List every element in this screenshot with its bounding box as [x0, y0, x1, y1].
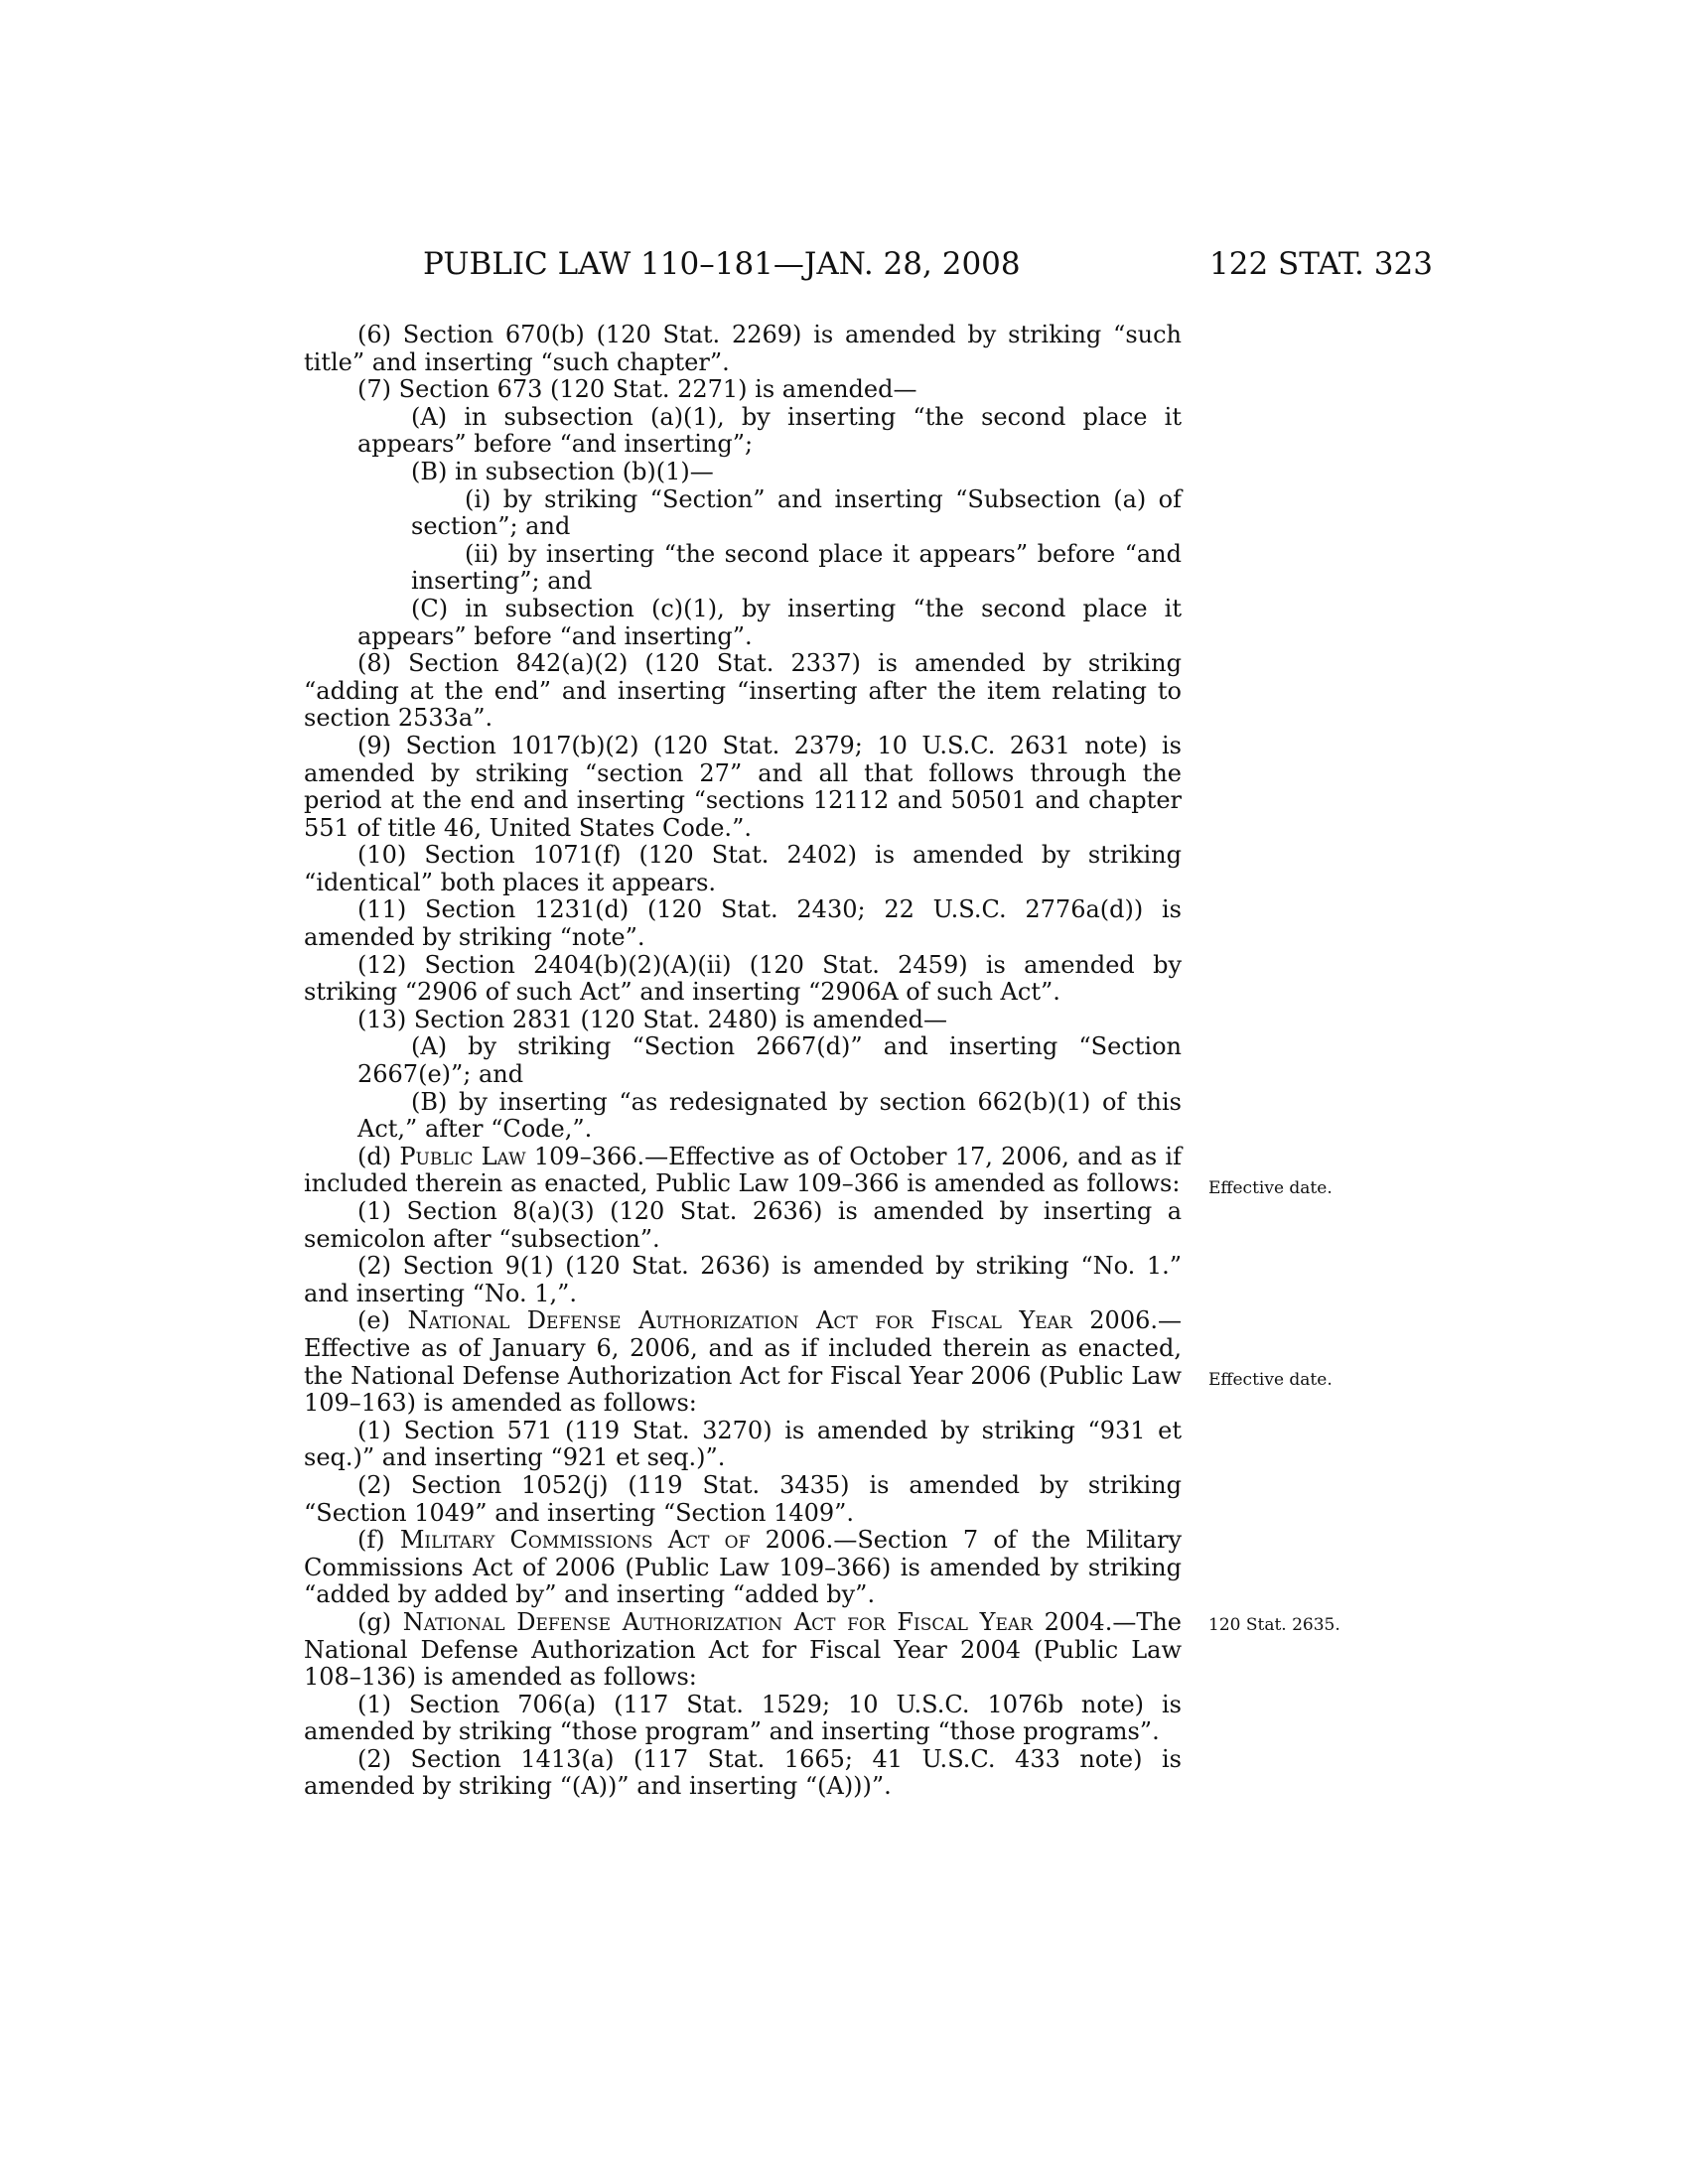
subsection-e-1: (1) Section 571 (119 Stat. 3270) is amended by striking “931 et seq.)” and inserting “921 et seq.)”. [304, 1416, 1182, 1472]
paragraph-10: (10) Section 1071(f) (120 Stat. 2402) is amended by striking “identical” both places it appears. [304, 841, 1182, 896]
em-dash: — [1158, 1306, 1182, 1335]
em-dash: — [644, 1142, 669, 1170]
subsection-g-heading: National Defense Authorization Act for Fiscal Year 2004. [402, 1607, 1113, 1636]
subsection-g-text: The National Defense Authorization Act for Fiscal Year 2004 (Public Law 108–136) is amended as follows: [304, 1607, 1182, 1692]
margin-note-effective-date: Effective date. [1208, 1370, 1333, 1390]
subsection-d-text: Effective as of October 17, 2006, and as if included therein as enacted, Public Law 109–366 is amended as follows: [304, 1142, 1182, 1198]
subsection-d-1: (1) Section 8(a)(3) (120 Stat. 2636) is amended by inserting a semicolon after “subsection”. [304, 1197, 1182, 1253]
paragraph-7-B-i: (i) by striking “Section” and inserting “Subsection (a) of section”; and [411, 484, 1182, 541]
subsection-e-text: Effective as of January 6, 2006, and as if included therein as enacted, the National Defense Authorization Act for Fiscal Year 2006 (Public Law 109–163) is amended as follows: [304, 1333, 1182, 1418]
paragraph-11: (11) Section 1231(d) (120 Stat. 2430; 22 U.S.C. 2776a(d)) is amended by striking “note”. [304, 895, 1182, 952]
paragraph-7: (7) Section 673 (120 Stat. 2271) is amended— [357, 375, 917, 404]
subsection-d-heading: Public Law 109–366. [399, 1142, 645, 1170]
subsection-e-label: (e) [357, 1306, 390, 1335]
subsection-f-label: (f) [357, 1526, 385, 1555]
paragraph-7-A: (A) in subsection (a)(1), by inserting “the second place it appears” before “and inserting”; [357, 402, 1182, 459]
subsection-d [304, 1144, 1182, 1198]
paragraph-9: (9) Section 1017(b)(2) (120 Stat. 2379; 10 U.S.C. 2631 note) is amended by striking “section 27” and all that follows through the period at the end and inserting “sections 12112 and 50501 and chapter 551 of title 46, United States Code.”. [304, 731, 1182, 842]
subsection-g-label: (g) [357, 1607, 392, 1636]
paragraph-7-B: (B) in subsection (b)(1)— [411, 457, 714, 485]
subsection-e-heading: National Defense Authorization Act for Fiscal Year 2006. [407, 1306, 1158, 1335]
subsection-g-1: (1) Section 706(a) (117 Stat. 1529; 10 U.S.C. 1076b note) is amended by striking “those program” and inserting “those programs”. [304, 1690, 1182, 1746]
em-dash: — [833, 1526, 858, 1555]
margin-note-effective-date: Effective date. [1208, 1178, 1333, 1198]
document-body [304, 322, 1182, 1801]
subsection-f [304, 1527, 1182, 1609]
paragraph-13: (13) Section 2831 (120 Stat. 2480) is amended— [357, 1005, 947, 1033]
subsection-g [304, 1609, 1182, 1692]
paragraph-6: (6) Section 670(b) (120 Stat. 2269) is amended by striking “such title” and inserting “such chapter”. [304, 321, 1182, 376]
paragraph-13-A: (A) by striking “Section 2667(d)” and inserting “Section 2667(e)”; and [357, 1032, 1182, 1089]
subsection-f-text: Section 7 of the Military Commissions Act of 2006 (Public Law 109–366) is amended by striking “added by added by” and inserting “added by”. [304, 1526, 1183, 1609]
subsection-g-2: (2) Section 1413(a) (117 Stat. 1665; 41 U.S.C. 433 note) is amended by striking “(A))” and inserting “(A)))”. [304, 1744, 1182, 1801]
paragraph-7-B-ii: (ii) by inserting “the second place it appears” before “and inserting”; and [411, 539, 1182, 596]
em-dash: — [1112, 1607, 1137, 1636]
subsection-d-label: (d) [357, 1142, 392, 1170]
paragraph-13-B: (B) by inserting “as redesignated by section 662(b)(1) of this Act,” after “Code,”. [357, 1087, 1182, 1144]
paragraph-12: (12) Section 2404(b)(2)(A)(ii) (120 Stat. 2459) is amended by striking “2906 of such Act” and inserting “2906A of such Act”. [304, 950, 1182, 1007]
margin-note-stat-reference: 120 Stat. 2635. [1208, 1615, 1340, 1635]
paragraph-7-C: (C) in subsection (c)(1), by inserting “the second place it appears” before “and inserting”. [357, 594, 1182, 650]
subsection-e-2: (2) Section 1052(j) (119 Stat. 3435) is amended by striking “Section 1049” and inserting “Section 1409”. [304, 1470, 1182, 1527]
subsection-e [304, 1307, 1182, 1417]
subsection-f-heading: Military Commissions Act of 2006. [399, 1526, 834, 1555]
running-header-title: PUBLIC LAW 110–181—JAN. 28, 2008 [423, 246, 1021, 282]
page-stat-number: 122 STAT. 323 [1209, 246, 1433, 282]
subsection-d-2: (2) Section 9(1) (120 Stat. 2636) is amended by striking “No. 1.” and inserting “No. 1,”. [304, 1252, 1182, 1307]
paragraph-8: (8) Section 842(a)(2) (120 Stat. 2337) is amended by striking “adding at the end” and inserting “inserting after the item relating to section 2533a”. [304, 649, 1182, 733]
